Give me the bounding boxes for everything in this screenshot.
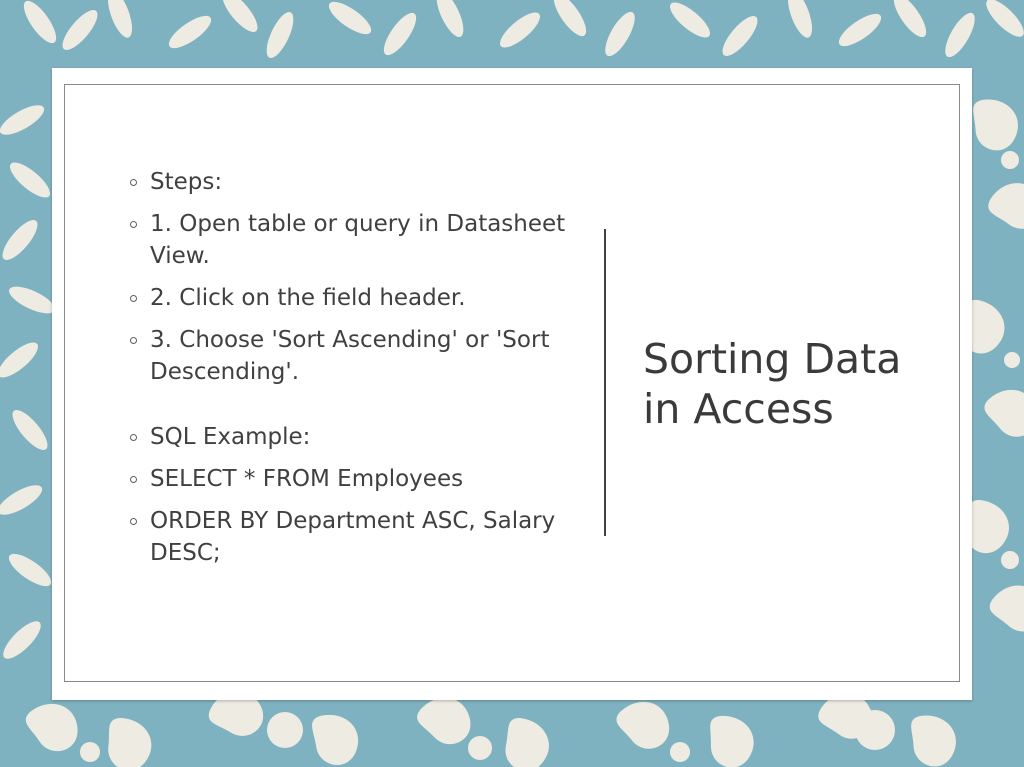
bullet-item: 2. Click on the field header. bbox=[128, 282, 583, 314]
bullet-item: ORDER BY Department ASC, Salary DESC; bbox=[128, 505, 583, 569]
slide-title: Sorting Data in Access bbox=[643, 335, 902, 433]
bullet-item: SELECT * FROM Employees bbox=[128, 463, 583, 495]
bullet-item: 3. Choose 'Sort Ascending' or 'Sort Descending'. bbox=[128, 324, 583, 388]
slide-card bbox=[52, 68, 972, 700]
bullet-item: SQL Example: bbox=[128, 421, 583, 453]
vertical-divider bbox=[604, 229, 606, 536]
bullet-item: 1. Open table or query in Datasheet View. bbox=[128, 208, 583, 272]
bullet-list bbox=[128, 166, 583, 579]
bullet-item: Steps: bbox=[128, 166, 583, 198]
